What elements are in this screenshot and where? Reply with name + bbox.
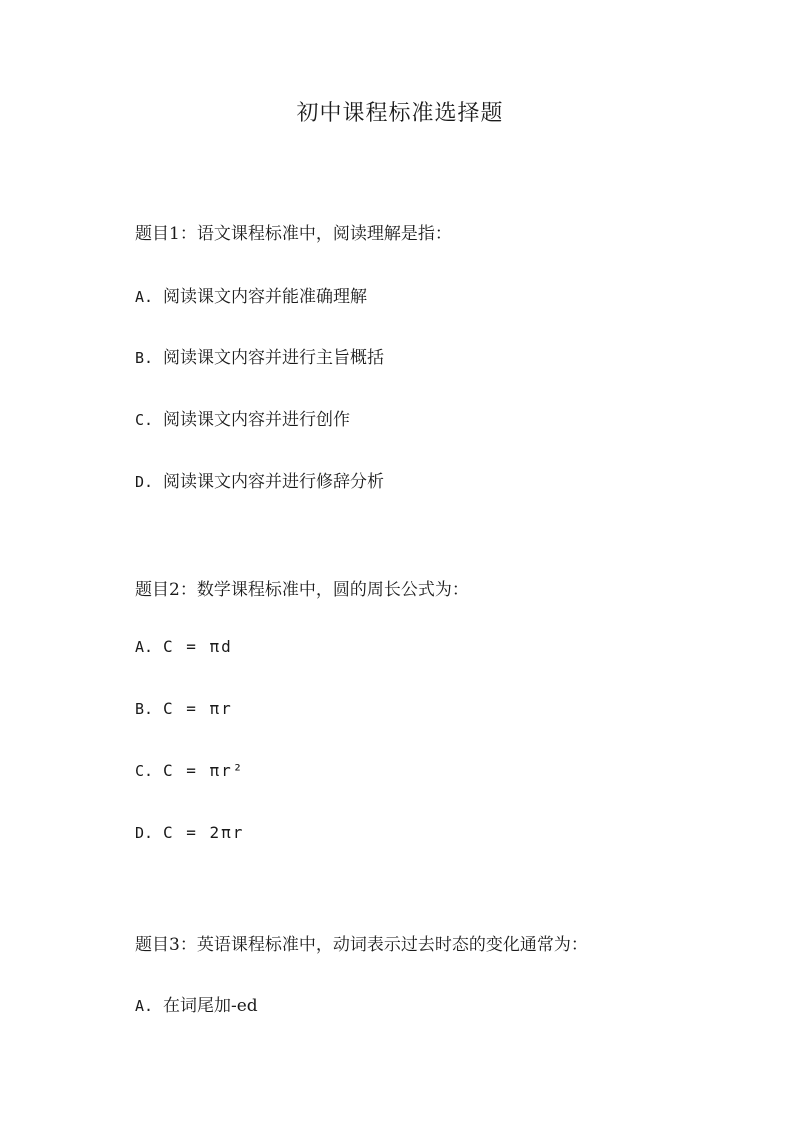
option-label: C. <box>135 762 154 780</box>
option-text: 阅读课文内容并进行修辞分析 <box>163 472 384 492</box>
option-text: 阅读课文内容并进行创作 <box>163 410 350 430</box>
question-2-option-d <box>135 823 244 843</box>
option-label: D. <box>135 473 154 491</box>
option-text: C = πr <box>163 699 233 718</box>
option-text: 阅读课文内容并能准确理解 <box>163 287 367 307</box>
question-2-prompt: 题目2：数学课程标准中，圆的周长公式为： <box>135 580 469 600</box>
option-label: D. <box>135 824 154 842</box>
question-1-option-c <box>135 405 350 430</box>
option-text: C = πd <box>163 637 233 656</box>
option-text: 在词尾加-ed <box>163 996 258 1016</box>
question-2-option-c <box>135 761 244 781</box>
option-label: B. <box>135 349 154 367</box>
option-text: 阅读课文内容并进行主旨概括 <box>163 348 384 368</box>
question-1-option-d <box>135 467 384 492</box>
question-1-option-a <box>135 282 367 307</box>
question-2-option-a <box>135 637 233 657</box>
question-3-prompt: 题目3：英语课程标准中，动词表示过去时态的变化通常为： <box>135 935 588 955</box>
option-label: A. <box>135 997 154 1015</box>
question-3-option-a <box>135 991 258 1016</box>
option-text: C = 2πr <box>163 823 245 842</box>
option-label: B. <box>135 700 154 718</box>
option-label: A. <box>135 288 154 306</box>
document-title: 初中课程标准选择题 <box>296 101 504 126</box>
question-1-prompt: 题目1：语文课程标准中，阅读理解是指： <box>135 224 452 244</box>
question-2-option-b <box>135 699 233 719</box>
option-label: A. <box>135 638 154 656</box>
option-label: C. <box>135 411 154 429</box>
option-text: C = πr² <box>163 761 245 780</box>
question-1-option-b <box>135 343 384 368</box>
